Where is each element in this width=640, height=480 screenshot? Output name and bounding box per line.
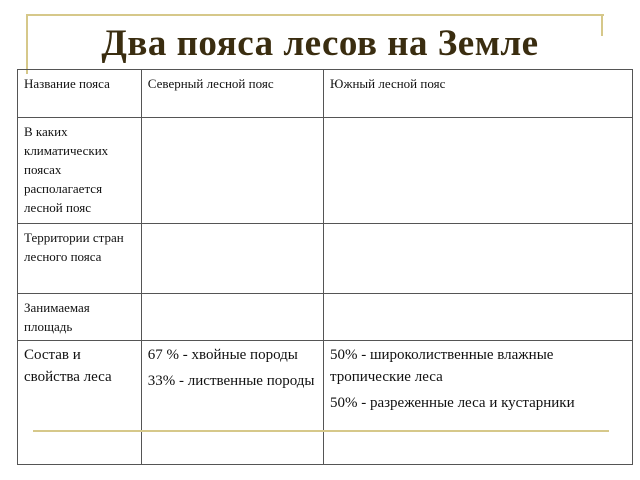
- row-label-area: Занимаемая площадь: [18, 293, 142, 341]
- cell-south-territories: [323, 224, 632, 293]
- cell-north-composition: [141, 341, 323, 465]
- row-label-composition: Состав и свойства леса: [18, 341, 142, 465]
- north-composition-line-1: 67 % - хвойные породы: [147, 347, 298, 364]
- header-belt-name: Название пояса: [18, 70, 142, 118]
- south-composition-line-2: 50% - разреженные леса и кустарники: [329, 395, 575, 412]
- row-label-territories: Территории стран лесного пояса: [18, 224, 142, 293]
- north-composition-line-2: 33% - лиственные породы: [147, 373, 315, 390]
- cell-south-climate: [323, 117, 632, 223]
- row-label-climate: В каких климатических поясах располагается лесной пояс: [18, 117, 142, 223]
- decorative-top-line: [26, 14, 604, 16]
- decorative-bottom-line: [33, 430, 609, 432]
- cell-south-composition: [323, 341, 632, 465]
- cell-north-area: [141, 293, 323, 341]
- cell-north-territories: [141, 224, 323, 293]
- table-row: [18, 341, 633, 465]
- south-composition-line-1: 50% - широколиственные влажные тропические леса: [329, 347, 554, 386]
- header-north-belt: Северный лесной пояс: [141, 70, 323, 118]
- forest-belts-table: [17, 69, 633, 465]
- cell-north-climate: [141, 117, 323, 223]
- table-row: [18, 117, 633, 223]
- table-header-row: [18, 70, 633, 118]
- cell-south-area: [323, 293, 632, 341]
- table-row: [18, 224, 633, 293]
- header-south-belt: Южный лесной пояс: [323, 70, 632, 118]
- page-title: Два пояса лесов на Земле: [101, 23, 539, 64]
- table-row: [18, 293, 633, 341]
